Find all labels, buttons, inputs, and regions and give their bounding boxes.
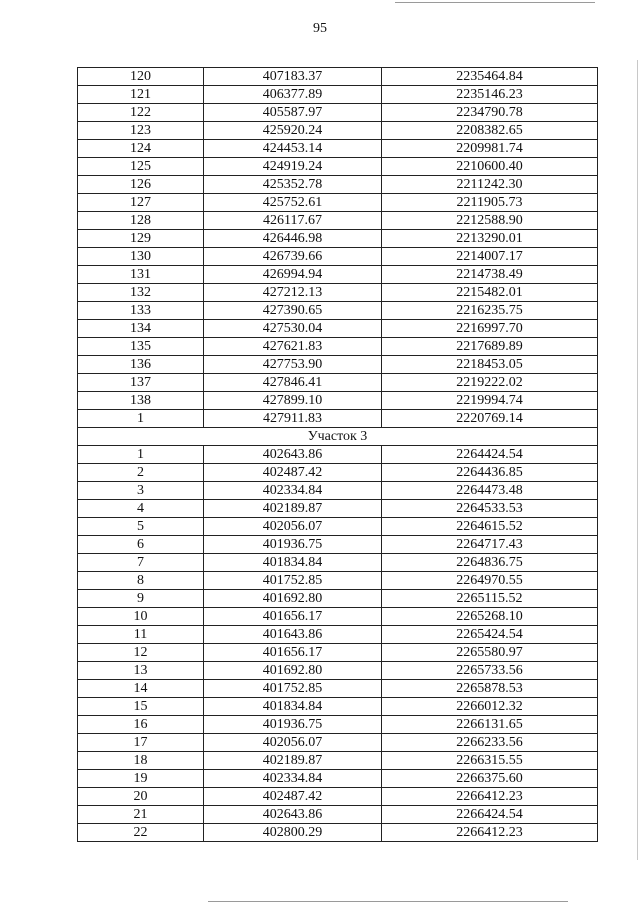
x-coordinate-cell: 427212.13 xyxy=(204,284,382,302)
x-coordinate-cell: 426446.98 xyxy=(204,230,382,248)
x-coordinate-cell: 401752.85 xyxy=(204,572,382,590)
scan-edge-bottom xyxy=(208,901,568,902)
point-number-cell: 131 xyxy=(78,266,204,284)
y-coordinate-cell: 2264970.55 xyxy=(382,572,598,590)
table-row xyxy=(78,806,598,824)
point-number-cell: 16 xyxy=(78,716,204,734)
table-row xyxy=(78,392,598,410)
point-number-cell: 3 xyxy=(78,482,204,500)
x-coordinate-cell: 424919.24 xyxy=(204,158,382,176)
table-row xyxy=(78,572,598,590)
point-number-cell: 136 xyxy=(78,356,204,374)
point-number-cell: 13 xyxy=(78,662,204,680)
point-number-cell: 14 xyxy=(78,680,204,698)
x-coordinate-cell: 402643.86 xyxy=(204,806,382,824)
y-coordinate-cell: 2208382.65 xyxy=(382,122,598,140)
page-number: 95 xyxy=(313,21,327,36)
point-number-cell: 4 xyxy=(78,500,204,518)
table-row xyxy=(78,176,598,194)
x-coordinate-cell: 426994.94 xyxy=(204,266,382,284)
y-coordinate-cell: 2265733.56 xyxy=(382,662,598,680)
section-header-row xyxy=(78,428,598,446)
point-number-cell: 120 xyxy=(78,68,204,86)
table-row xyxy=(78,86,598,104)
x-coordinate-cell: 401752.85 xyxy=(204,680,382,698)
x-coordinate-cell: 426739.66 xyxy=(204,248,382,266)
point-number-cell: 17 xyxy=(78,734,204,752)
point-number-cell: 12 xyxy=(78,644,204,662)
point-number-cell: 126 xyxy=(78,176,204,194)
y-coordinate-cell: 2235146.23 xyxy=(382,86,598,104)
x-coordinate-cell: 425352.78 xyxy=(204,176,382,194)
table-row xyxy=(78,194,598,212)
y-coordinate-cell: 2266233.56 xyxy=(382,734,598,752)
table-row xyxy=(78,554,598,572)
table-row xyxy=(78,608,598,626)
x-coordinate-cell: 425920.24 xyxy=(204,122,382,140)
table-row xyxy=(78,374,598,392)
point-number-cell: 20 xyxy=(78,788,204,806)
y-coordinate-cell: 2265115.52 xyxy=(382,590,598,608)
y-coordinate-cell: 2212588.90 xyxy=(382,212,598,230)
section-title: Участок 3 xyxy=(78,428,598,446)
y-coordinate-cell: 2220769.14 xyxy=(382,410,598,428)
x-coordinate-cell: 405587.97 xyxy=(204,104,382,122)
y-coordinate-cell: 2266412.23 xyxy=(382,824,598,842)
y-coordinate-cell: 2234790.78 xyxy=(382,104,598,122)
table-row xyxy=(78,824,598,842)
x-coordinate-cell: 401692.80 xyxy=(204,590,382,608)
y-coordinate-cell: 2264717.43 xyxy=(382,536,598,554)
table-row xyxy=(78,284,598,302)
y-coordinate-cell: 2265580.97 xyxy=(382,644,598,662)
y-coordinate-cell: 2266412.23 xyxy=(382,788,598,806)
y-coordinate-cell: 2213290.01 xyxy=(382,230,598,248)
point-number-cell: 9 xyxy=(78,590,204,608)
point-number-cell: 19 xyxy=(78,770,204,788)
table-row xyxy=(78,500,598,518)
point-number-cell: 7 xyxy=(78,554,204,572)
x-coordinate-cell: 427530.04 xyxy=(204,320,382,338)
point-number-cell: 137 xyxy=(78,374,204,392)
table-row xyxy=(78,590,598,608)
x-coordinate-cell: 402643.86 xyxy=(204,446,382,464)
point-number-cell: 122 xyxy=(78,104,204,122)
coordinates-table-body xyxy=(78,68,598,842)
table-row xyxy=(78,302,598,320)
x-coordinate-cell: 402056.07 xyxy=(204,518,382,536)
x-coordinate-cell: 402189.87 xyxy=(204,500,382,518)
table-row xyxy=(78,356,598,374)
y-coordinate-cell: 2211905.73 xyxy=(382,194,598,212)
point-number-cell: 132 xyxy=(78,284,204,302)
x-coordinate-cell: 401643.86 xyxy=(204,626,382,644)
y-coordinate-cell: 2264473.48 xyxy=(382,482,598,500)
table-row xyxy=(78,680,598,698)
table-row xyxy=(78,104,598,122)
point-number-cell: 133 xyxy=(78,302,204,320)
point-number-cell: 22 xyxy=(78,824,204,842)
table-row xyxy=(78,410,598,428)
point-number-cell: 134 xyxy=(78,320,204,338)
x-coordinate-cell: 425752.61 xyxy=(204,194,382,212)
y-coordinate-cell: 2215482.01 xyxy=(382,284,598,302)
table-row xyxy=(78,212,598,230)
table-row xyxy=(78,68,598,86)
table-row xyxy=(78,158,598,176)
y-coordinate-cell: 2218453.05 xyxy=(382,356,598,374)
point-number-cell: 18 xyxy=(78,752,204,770)
y-coordinate-cell: 2209981.74 xyxy=(382,140,598,158)
scan-edge-top xyxy=(395,2,595,3)
y-coordinate-cell: 2264436.85 xyxy=(382,464,598,482)
y-coordinate-cell: 2216235.75 xyxy=(382,302,598,320)
y-coordinate-cell: 2219994.74 xyxy=(382,392,598,410)
y-coordinate-cell: 2265424.54 xyxy=(382,626,598,644)
y-coordinate-cell: 2264615.52 xyxy=(382,518,598,536)
x-coordinate-cell: 401656.17 xyxy=(204,608,382,626)
table-row xyxy=(78,752,598,770)
x-coordinate-cell: 424453.14 xyxy=(204,140,382,158)
point-number-cell: 135 xyxy=(78,338,204,356)
point-number-cell: 2 xyxy=(78,464,204,482)
table-row xyxy=(78,248,598,266)
x-coordinate-cell: 401936.75 xyxy=(204,716,382,734)
y-coordinate-cell: 2217689.89 xyxy=(382,338,598,356)
point-number-cell: 1 xyxy=(78,410,204,428)
table-row xyxy=(78,230,598,248)
y-coordinate-cell: 2265268.10 xyxy=(382,608,598,626)
point-number-cell: 11 xyxy=(78,626,204,644)
point-number-cell: 8 xyxy=(78,572,204,590)
x-coordinate-cell: 402334.84 xyxy=(204,482,382,500)
point-number-cell: 138 xyxy=(78,392,204,410)
point-number-cell: 6 xyxy=(78,536,204,554)
x-coordinate-cell: 426117.67 xyxy=(204,212,382,230)
point-number-cell: 121 xyxy=(78,86,204,104)
y-coordinate-cell: 2266424.54 xyxy=(382,806,598,824)
table-row xyxy=(78,122,598,140)
point-number-cell: 21 xyxy=(78,806,204,824)
y-coordinate-cell: 2264836.75 xyxy=(382,554,598,572)
table-row xyxy=(78,446,598,464)
table-row xyxy=(78,734,598,752)
x-coordinate-cell: 427753.90 xyxy=(204,356,382,374)
point-number-cell: 128 xyxy=(78,212,204,230)
point-number-cell: 123 xyxy=(78,122,204,140)
y-coordinate-cell: 2210600.40 xyxy=(382,158,598,176)
y-coordinate-cell: 2264533.53 xyxy=(382,500,598,518)
y-coordinate-cell: 2266315.55 xyxy=(382,752,598,770)
x-coordinate-cell: 401834.84 xyxy=(204,698,382,716)
table-row xyxy=(78,140,598,158)
x-coordinate-cell: 401936.75 xyxy=(204,536,382,554)
x-coordinate-cell: 427621.83 xyxy=(204,338,382,356)
point-number-cell: 10 xyxy=(78,608,204,626)
y-coordinate-cell: 2216997.70 xyxy=(382,320,598,338)
table-row xyxy=(78,644,598,662)
x-coordinate-cell: 401656.17 xyxy=(204,644,382,662)
y-coordinate-cell: 2266375.60 xyxy=(382,770,598,788)
table-row xyxy=(78,482,598,500)
x-coordinate-cell: 427899.10 xyxy=(204,392,382,410)
table-row xyxy=(78,338,598,356)
x-coordinate-cell: 407183.37 xyxy=(204,68,382,86)
x-coordinate-cell: 402487.42 xyxy=(204,464,382,482)
table-row xyxy=(78,464,598,482)
y-coordinate-cell: 2214738.49 xyxy=(382,266,598,284)
point-number-cell: 5 xyxy=(78,518,204,536)
table-row xyxy=(78,626,598,644)
x-coordinate-cell: 427911.83 xyxy=(204,410,382,428)
coordinates-table xyxy=(77,67,598,842)
y-coordinate-cell: 2264424.54 xyxy=(382,446,598,464)
point-number-cell: 127 xyxy=(78,194,204,212)
point-number-cell: 1 xyxy=(78,446,204,464)
point-number-cell: 129 xyxy=(78,230,204,248)
y-coordinate-cell: 2266012.32 xyxy=(382,698,598,716)
x-coordinate-cell: 401692.80 xyxy=(204,662,382,680)
table-row xyxy=(78,770,598,788)
table-row xyxy=(78,266,598,284)
point-number-cell: 130 xyxy=(78,248,204,266)
y-coordinate-cell: 2235464.84 xyxy=(382,68,598,86)
x-coordinate-cell: 401834.84 xyxy=(204,554,382,572)
point-number-cell: 124 xyxy=(78,140,204,158)
y-coordinate-cell: 2265878.53 xyxy=(382,680,598,698)
x-coordinate-cell: 427390.65 xyxy=(204,302,382,320)
x-coordinate-cell: 406377.89 xyxy=(204,86,382,104)
y-coordinate-cell: 2266131.65 xyxy=(382,716,598,734)
y-coordinate-cell: 2214007.17 xyxy=(382,248,598,266)
x-coordinate-cell: 402800.29 xyxy=(204,824,382,842)
x-coordinate-cell: 402189.87 xyxy=(204,752,382,770)
table-row xyxy=(78,716,598,734)
x-coordinate-cell: 402056.07 xyxy=(204,734,382,752)
x-coordinate-cell: 427846.41 xyxy=(204,374,382,392)
table-row xyxy=(78,518,598,536)
table-row xyxy=(78,536,598,554)
x-coordinate-cell: 402487.42 xyxy=(204,788,382,806)
point-number-cell: 15 xyxy=(78,698,204,716)
x-coordinate-cell: 402334.84 xyxy=(204,770,382,788)
scan-edge-right xyxy=(637,60,638,860)
table-row xyxy=(78,788,598,806)
table-row xyxy=(78,698,598,716)
table-row xyxy=(78,662,598,680)
point-number-cell: 125 xyxy=(78,158,204,176)
y-coordinate-cell: 2219222.02 xyxy=(382,374,598,392)
y-coordinate-cell: 2211242.30 xyxy=(382,176,598,194)
table-row xyxy=(78,320,598,338)
